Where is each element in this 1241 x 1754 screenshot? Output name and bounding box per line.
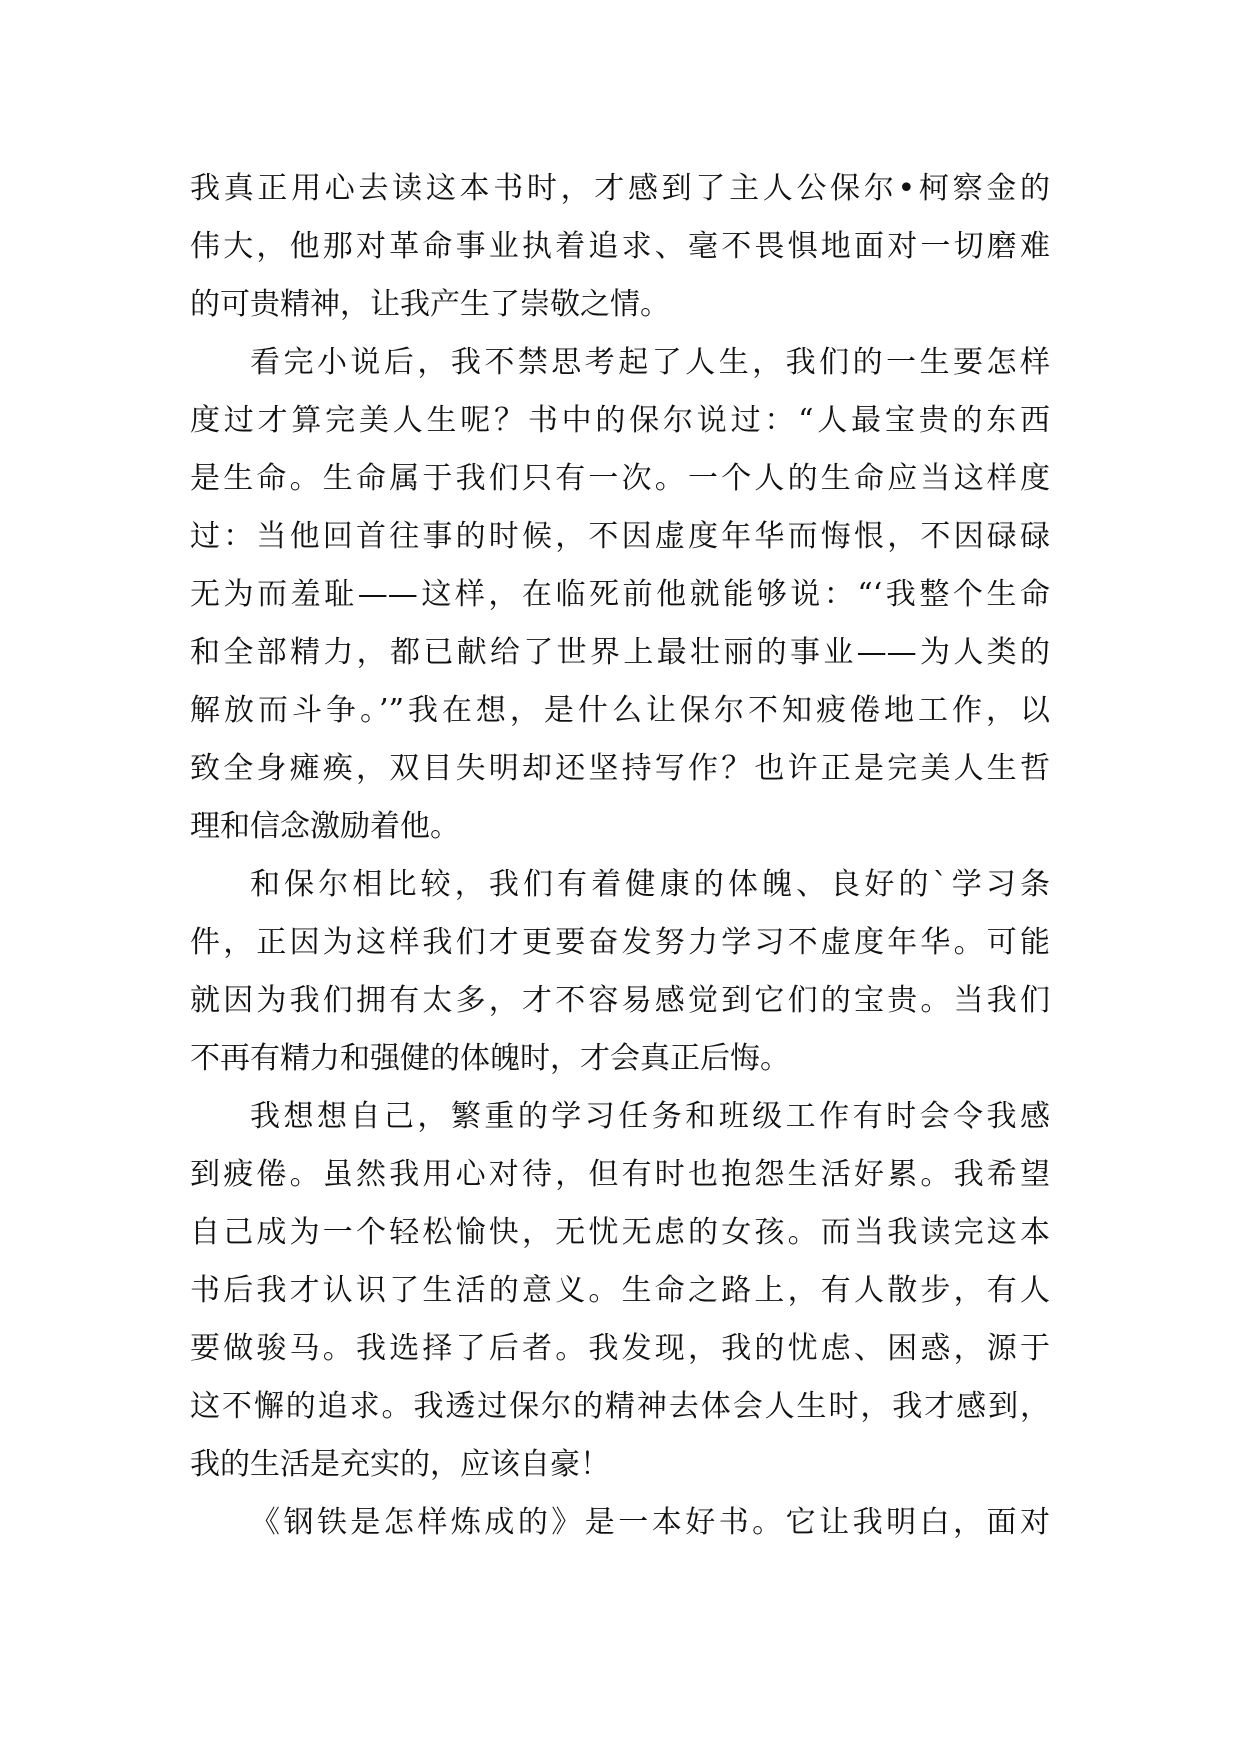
text-line: 我的生活是充实的，应该自豪！: [190, 1447, 610, 1482]
text-line: 件，正因为这样我们才更要奋发努力学习不虚度年华。可能: [190, 925, 1050, 960]
text-line: 自己成为一个轻松愉快，无忧无虑的女孩。而当我读完这本: [190, 1215, 1050, 1250]
text-line: 书后我才认识了生活的意义。生命之路上，有人散步，有人: [190, 1273, 1050, 1308]
text-line: 致全身瘫痪，双目失明却还坚持写作？也许正是完美人生哲: [190, 751, 1050, 786]
text-line: 度过才算完美人生呢？书中的保尔说过：“人最宝贵的东西: [190, 403, 1050, 438]
text-line: 伟大，他那对革命事业执着追求、毫不畏惧地面对一切磨难: [190, 229, 1050, 264]
text-line: 解放而斗争。’”我在想，是什么让保尔不知疲倦地工作，以: [190, 693, 1050, 728]
text-line: 要做骏马。我选择了后者。我发现，我的忧虑、困惑，源于: [190, 1331, 1050, 1366]
text-line: 是生命。生命属于我们只有一次。一个人的生命应当这样度: [190, 461, 1050, 496]
body-text: [190, 160, 1050, 1552]
text-line: 过：当他回首往事的时候，不因虚度年华而悔恨，不因碌碌: [190, 519, 1050, 554]
text-line: 的可贵精神，让我产生了崇敬之情。: [190, 287, 670, 322]
text-line: 无为而羞耻——这样，在临死前他就能够说：“‘我整个生命: [190, 577, 1050, 612]
text-line: 和全部精力，都已献给了世界上最壮丽的事业——为人类的: [190, 635, 1050, 670]
paragraph-first-line: 我想想自己，繁重的学习任务和班级工作有时会令我感: [250, 1099, 1050, 1134]
text-line: 就因为我们拥有太多，才不容易感觉到它们的宝贵。当我们: [190, 983, 1050, 1018]
text-line: 不再有精力和强健的体魄时，才会真正后悔。: [190, 1041, 790, 1076]
paragraph-first-line: 《钢铁是怎样炼成的》是一本好书。它让我明白，面对: [250, 1505, 1050, 1540]
text-line: 理和信念激励着他。: [190, 809, 460, 844]
text-line: 我真正用心去读这本书时，才感到了主人公保尔•柯察金的: [190, 171, 1050, 206]
paragraph-first-line: 看完小说后，我不禁思考起了人生，我们的一生要怎样: [250, 345, 1050, 380]
text-line: 到疲倦。虽然我用心对待，但有时也抱怨生活好累。我希望: [190, 1157, 1050, 1192]
text-line: 这不懈的追求。我透过保尔的精神去体会人生时，我才感到，: [190, 1389, 1050, 1424]
paragraph-first-line: 和保尔相比较，我们有着健康的体魄、良好的`学习条: [250, 867, 1050, 902]
